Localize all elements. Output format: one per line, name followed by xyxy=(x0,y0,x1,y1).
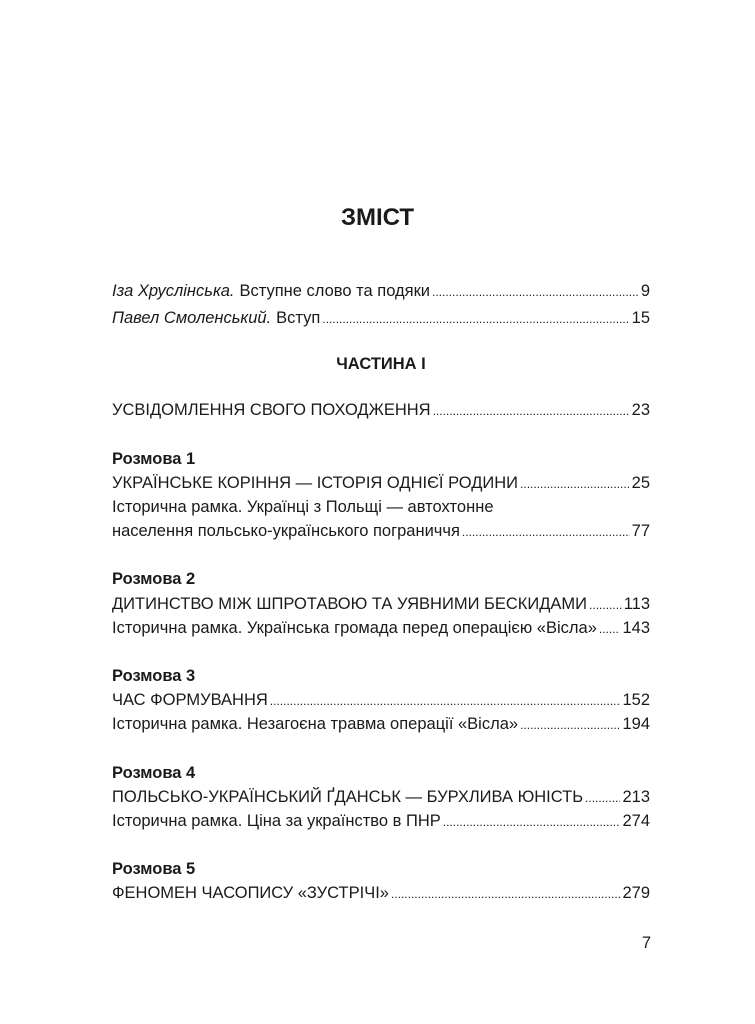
toc-entry[interactable] xyxy=(112,809,650,833)
entry-title: ФЕНОМЕН ЧАСОПИСУ «ЗУСТРІЧІ» xyxy=(112,884,389,902)
dot-leader xyxy=(443,810,621,834)
entry-title: населення польсько-українського пограниччя xyxy=(112,522,460,540)
dot-leader xyxy=(391,882,621,906)
toc-entry[interactable] xyxy=(112,688,650,712)
entry-page-number: 15 xyxy=(631,309,650,327)
toc-entry[interactable] xyxy=(112,471,650,495)
toc-entry-introduction[interactable] xyxy=(112,306,650,330)
entry-title: УСВІДОМЛЕННЯ СВОГО ПОХОДЖЕННЯ xyxy=(112,401,431,419)
toc-entry-section[interactable] xyxy=(112,398,650,422)
entry-author: Павел Смоленський. xyxy=(112,309,272,327)
dot-leader xyxy=(520,713,620,737)
dot-leader xyxy=(585,786,620,810)
entry-page-number: 113 xyxy=(623,595,650,613)
entry-page-number: 279 xyxy=(622,884,650,902)
dot-leader xyxy=(432,280,639,304)
toc-entry[interactable] xyxy=(112,785,650,809)
toc-entry[interactable] xyxy=(112,712,650,736)
dot-leader xyxy=(520,472,630,496)
entry-page-number: 152 xyxy=(622,691,650,709)
toc-entry[interactable] xyxy=(112,616,650,640)
entry-page-number: 9 xyxy=(640,282,650,300)
entry-title: ДИТИНСТВО МІЖ ШПРОТАВОЮ ТА УЯВНИМИ БЕСКИДАМИ xyxy=(112,595,588,613)
toc-entry[interactable] xyxy=(112,519,650,543)
entry-page-number: 25 xyxy=(631,474,650,492)
entry-title: УКРАЇНСЬКЕ КОРІННЯ — ІСТОРІЯ ОДНІЄЇ РОДИНИ xyxy=(112,474,519,492)
dot-leader xyxy=(433,399,630,423)
toc-entry-foreword[interactable] xyxy=(112,279,650,303)
entry-page-number: 23 xyxy=(631,401,650,419)
entry-author: Іза Хруслінська. xyxy=(112,282,235,300)
conversation-heading: Розмова 4 xyxy=(112,764,196,782)
entry-title: ЧАС ФОРМУВАННЯ xyxy=(112,691,268,709)
entry-page-number: 274 xyxy=(622,812,650,830)
entry-title: ПОЛЬСЬКО-УКРАЇНСЬКИЙ ҐДАНСЬК — БУРХЛИВА ЮНІСТЬ xyxy=(112,788,584,806)
entry-title: Історична рамка. Ціна за українство в ПНР xyxy=(112,812,441,830)
part-heading: ЧАСТИНА І xyxy=(336,355,426,373)
entry-title: Історична рамка. Незагоєна травма операції «Вісла» xyxy=(112,715,519,733)
dot-leader xyxy=(589,593,622,617)
entry-title: Вступне слово та подяки xyxy=(239,282,431,300)
entry-title-line[interactable]: Історична рамка. Українці з Польщі — автохтонне xyxy=(112,498,494,516)
entry-page-number: 143 xyxy=(622,619,650,637)
dot-leader xyxy=(322,307,629,331)
toc-entry[interactable] xyxy=(112,881,650,905)
toc-entry[interactable] xyxy=(112,592,650,616)
entry-page-number: 194 xyxy=(622,715,650,733)
conversation-heading: Розмова 2 xyxy=(112,570,196,588)
entry-title: Вступ xyxy=(276,309,321,327)
page-title: ЗМІСТ xyxy=(340,204,415,231)
dot-leader xyxy=(599,617,621,641)
conversation-heading: Розмова 5 xyxy=(112,860,196,878)
dot-leader xyxy=(462,520,630,544)
dot-leader xyxy=(270,689,621,713)
entry-page-number: 213 xyxy=(622,788,650,806)
conversation-heading: Розмова 3 xyxy=(112,667,196,685)
entry-title: Історична рамка. Українська громада перед операцією «Вісла» xyxy=(112,619,597,637)
page-number: 7 xyxy=(641,934,651,952)
conversation-heading: Розмова 1 xyxy=(112,450,196,468)
entry-page-number: 77 xyxy=(631,522,650,540)
